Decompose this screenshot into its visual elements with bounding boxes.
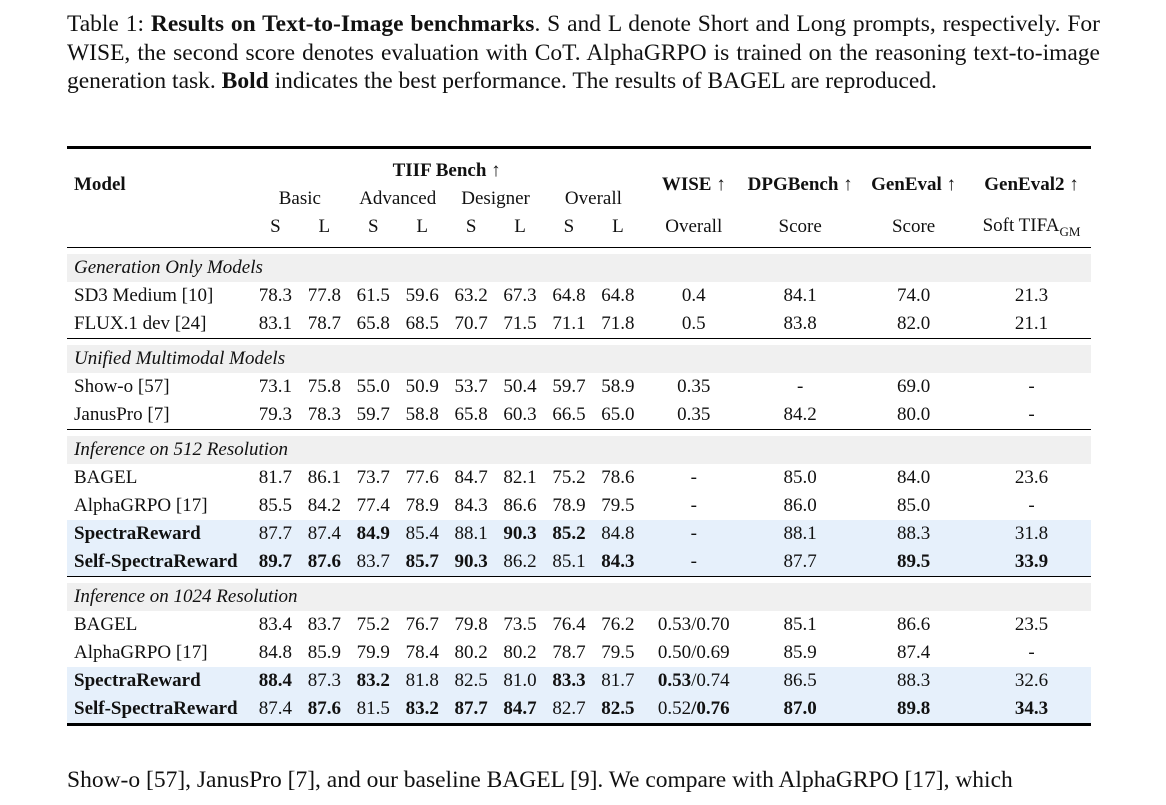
table-cell: 34.3 [972, 695, 1091, 725]
header-dpg-sub: Score [778, 216, 822, 237]
table-cell: 65.8 [356, 313, 390, 334]
header-model: Model [74, 174, 126, 195]
model-name: AlphaGRPO [17] [74, 495, 208, 516]
table-cell: 85.0 [896, 495, 931, 516]
table-cell: 55.0 [356, 376, 390, 397]
table-cell: 88.1 [745, 520, 855, 548]
table-cell: 65.0 [601, 404, 635, 425]
table-cell: 85.4 [398, 520, 447, 548]
table-cell: - [690, 495, 697, 516]
table-cell: 73.1 [258, 376, 293, 397]
table-cell: 82.5 [593, 695, 642, 725]
table-cell: 77.8 [307, 285, 341, 306]
header-l: L [318, 216, 331, 237]
table-body [67, 248, 1091, 725]
table-cell: 80.2 [503, 642, 537, 663]
table-cell: 75.8 [307, 376, 341, 397]
header-s: S [270, 216, 281, 237]
section-title: Generation Only Models [67, 254, 1091, 282]
table-cell: 80.2 [454, 642, 488, 663]
table-cell: - [1028, 642, 1035, 663]
table-cell: 21.3 [1014, 285, 1049, 306]
table-cell: 87.7 [251, 520, 300, 548]
table-cell: 0.35 [677, 376, 711, 397]
table-cell: 59.7 [356, 404, 390, 425]
table-row [67, 310, 1091, 339]
table-cell: 82.7 [545, 695, 594, 725]
table-cell: - [642, 520, 745, 548]
table-cell: 86.1 [307, 467, 341, 488]
table-cell: 53.7 [454, 376, 488, 397]
caption-text-end: indicates the best performance. The results of BAGEL are reproduced. [274, 68, 937, 95]
table-cell: 86.6 [896, 614, 931, 635]
table-cell: 0.5 [681, 313, 706, 334]
table-cell: 76.2 [601, 614, 635, 635]
table-caption [67, 10, 1100, 96]
table-cell: 84.8 [258, 642, 293, 663]
table-cell: 61.5 [356, 285, 390, 306]
table-cell: - [797, 376, 804, 397]
header-l: L [416, 216, 428, 237]
header-tiif: TIIF Bench ↑ [392, 160, 501, 181]
table-cell: 83.7 [307, 614, 341, 635]
section-title: Inference on 1024 Resolution [67, 583, 1091, 611]
table-cell: 81.7 [258, 467, 293, 488]
table-cell: 83.3 [545, 667, 594, 695]
table-cell: 0.50/0.69 [657, 642, 730, 663]
table-cell: 0.53/0.70 [657, 614, 730, 635]
table-cell: 84.7 [454, 467, 488, 488]
table-cell: 82.0 [896, 313, 931, 334]
model-name: BAGEL [74, 467, 138, 488]
table-cell: 23.6 [1014, 467, 1049, 488]
header-s: S [367, 216, 379, 237]
header-geneval: GenEval ↑ [871, 174, 957, 195]
table-cell: 89.8 [855, 695, 972, 725]
table-cell: 84.1 [783, 285, 817, 306]
section-title: Unified Multimodal Models [67, 345, 1091, 373]
table-cell: 81.0 [496, 667, 545, 695]
table-cell: 84.3 [593, 548, 642, 577]
table-cell: 87.4 [300, 520, 349, 548]
header-geneval-sub: Score [891, 216, 936, 237]
table-cell: - [642, 548, 745, 577]
header-l: L [514, 216, 526, 237]
header-dpg: DPGBench ↑ [747, 174, 853, 195]
model-name: Self-SpectraReward [67, 695, 251, 725]
caption-title: Results on Text-to-Image benchmarks [150, 11, 535, 37]
header-s: S [563, 216, 575, 237]
table-cell: 87.6 [300, 695, 349, 725]
table-cell: 71.5 [503, 313, 537, 334]
header-basic: Basic [278, 188, 321, 209]
model-name: FLUX.1 dev [24] [74, 313, 207, 334]
table-cell: 79.5 [601, 495, 635, 516]
table-cell: 83.7 [349, 548, 398, 577]
table-cell: 78.9 [405, 495, 439, 516]
header-s: S [465, 216, 477, 237]
table-row [67, 492, 1091, 520]
table-cell: 81.7 [593, 667, 642, 695]
model-name: Self-SpectraReward [67, 548, 251, 577]
table-cell: 85.1 [545, 548, 594, 577]
table-cell: 70.7 [454, 313, 488, 334]
table-cell: 85.7 [398, 548, 447, 577]
table-cell: 84.7 [496, 695, 545, 725]
table-cell: 32.6 [972, 667, 1091, 695]
table-cell: - [1028, 376, 1035, 397]
table-cell: 68.5 [405, 313, 439, 334]
table-cell: 31.8 [972, 520, 1091, 548]
table-cell: 87.7 [745, 548, 855, 577]
table-cell: 71.8 [601, 313, 635, 334]
table-cell: - [1028, 404, 1035, 425]
table-row [67, 639, 1091, 667]
table-cell: 87.4 [896, 642, 931, 663]
table-row [67, 373, 1091, 401]
table-cell: 89.5 [855, 548, 972, 577]
model-name: JanusPro [7] [74, 404, 170, 425]
table-cell: 77.4 [356, 495, 390, 516]
table-cell: 64.8 [601, 285, 635, 306]
table-cell: 75.2 [552, 467, 586, 488]
header-wise: WISE ↑ [661, 174, 726, 195]
header-wise-sub: Overall [665, 216, 723, 237]
table-cell: 69.0 [896, 376, 931, 397]
table-cell: 87.3 [300, 667, 349, 695]
model-name: AlphaGRPO [17] [74, 642, 208, 663]
table-cell: 83.8 [783, 313, 817, 334]
table-cell: 74.0 [896, 285, 931, 306]
table-cell: 79.3 [258, 404, 293, 425]
model-name: SpectraReward [67, 667, 251, 695]
model-name: Show-o [57] [74, 376, 170, 397]
table-cell: - [1028, 495, 1035, 516]
table-cell: 85.1 [783, 614, 817, 635]
table-cell: 84.2 [307, 495, 341, 516]
table-cell: 58.8 [405, 404, 439, 425]
table-cell: 84.3 [454, 495, 488, 516]
model-name: BAGEL [74, 614, 138, 635]
table-cell: 78.3 [258, 285, 293, 306]
table-cell: 33.9 [972, 548, 1091, 577]
body-text: Show-o [57], JanusPro [7], and our baseline BAGEL [9]. We compare with AlphaGRPO [17], which [67, 767, 1013, 793]
table-cell: 78.6 [601, 467, 635, 488]
table-cell: 78.7 [307, 313, 341, 334]
table-cell: 89.7 [251, 548, 300, 577]
table-cell: 88.3 [855, 667, 972, 695]
table-cell: 85.5 [258, 495, 293, 516]
caption-text: . S and L denote Short and Long prompts, respectively. For WISE, the second score denotes evaluation with CoT. AlphaGRPO is trained on the reasoning text-to-image generation task. [67, 11, 1100, 95]
table-row [67, 464, 1091, 492]
table-cell: 82.1 [503, 467, 537, 488]
table-cell: 87.4 [251, 695, 300, 725]
table-cell: 84.2 [783, 404, 817, 425]
table-cell: 80.0 [896, 404, 931, 425]
table-cell: 59.6 [405, 285, 439, 306]
table-cell: 79.9 [356, 642, 390, 663]
table-cell: 78.3 [307, 404, 341, 425]
table-cell: 85.0 [783, 467, 817, 488]
table-cell: 76.4 [552, 614, 586, 635]
table-cell: 86.2 [496, 548, 545, 577]
table-cell: 84.9 [349, 520, 398, 548]
header-advanced: Advanced [359, 188, 437, 209]
table-cell: 73.7 [356, 467, 390, 488]
model-name: SpectraReward [67, 520, 251, 548]
header-overall: Overall [564, 188, 622, 209]
table-cell: 58.9 [601, 376, 635, 397]
table-cell: 66.5 [552, 404, 586, 425]
table-cell: 84.0 [896, 467, 931, 488]
table-cell: 67.3 [503, 285, 537, 306]
table-cell: 90.3 [496, 520, 545, 548]
table-cell: 50.4 [503, 376, 537, 397]
header-designer: Designer [461, 188, 530, 209]
table-cell: 60.3 [503, 404, 537, 425]
table-cell: 79.5 [601, 642, 635, 663]
table-cell: 21.1 [1014, 313, 1049, 334]
table-cell: 88.1 [447, 520, 496, 548]
table-cell: 86.0 [783, 495, 817, 516]
caption-label: Table 1: [67, 11, 144, 37]
table-cell: 86.5 [745, 667, 855, 695]
table-cell: 64.8 [552, 285, 586, 306]
table-cell: 81.5 [349, 695, 398, 725]
table-cell: 0.4 [681, 285, 706, 306]
table-row [67, 667, 1091, 695]
table-cell: 87.7 [447, 695, 496, 725]
table-cell: 85.2 [545, 520, 594, 548]
table-cell: 0.35 [677, 404, 711, 425]
table-cell: 78.4 [405, 642, 439, 663]
table-cell: 78.9 [552, 495, 586, 516]
table-cell: 59.7 [552, 376, 586, 397]
table-row [67, 401, 1091, 430]
table-cell: 88.3 [855, 520, 972, 548]
table-row [67, 695, 1091, 725]
table-cell: 88.4 [251, 667, 300, 695]
table-cell: 0.52/0.76 [642, 695, 745, 725]
table-cell: - [690, 467, 697, 488]
header-l: L [612, 216, 624, 237]
table-cell: 78.7 [552, 642, 586, 663]
table-row [67, 282, 1091, 310]
table-cell: 85.9 [783, 642, 817, 663]
table-cell: 83.4 [258, 614, 293, 635]
results-table [67, 146, 1091, 726]
table-cell: 23.5 [1014, 614, 1049, 635]
table-cell: 76.7 [405, 614, 439, 635]
table-cell: 79.8 [454, 614, 488, 635]
model-name: SD3 Medium [10] [74, 285, 214, 306]
table-cell: 83.1 [258, 313, 293, 334]
table-cell: 85.9 [307, 642, 341, 663]
table-cell: 65.8 [454, 404, 488, 425]
table-cell: 82.5 [447, 667, 496, 695]
table-cell: 87.0 [745, 695, 855, 725]
table-cell: 81.8 [398, 667, 447, 695]
table-cell: 86.6 [503, 495, 537, 516]
table-cell: 71.1 [552, 313, 586, 334]
table-row [67, 520, 1091, 548]
header-geneval2: GenEval2 ↑ [984, 174, 1079, 195]
header-geneval2-sub: Soft $TIFA_{GM}$ [982, 214, 1081, 239]
table-cell: 84.8 [593, 520, 642, 548]
table-cell: 0.53/0.74 [642, 667, 745, 695]
table-cell: 73.5 [503, 614, 537, 635]
caption-bold-word: Bold [221, 68, 269, 95]
table-cell: 50.9 [405, 376, 439, 397]
table-cell: 77.6 [405, 467, 439, 488]
table-cell: 83.2 [349, 667, 398, 695]
table-cell: 90.3 [447, 548, 496, 577]
table-row [67, 548, 1091, 577]
table-cell: 83.2 [398, 695, 447, 725]
table-cell: 75.2 [356, 614, 390, 635]
table-row [67, 611, 1091, 639]
section-title: Inference on 512 Resolution [67, 436, 1091, 464]
table-cell: 63.2 [454, 285, 488, 306]
table-cell: 87.6 [300, 548, 349, 577]
